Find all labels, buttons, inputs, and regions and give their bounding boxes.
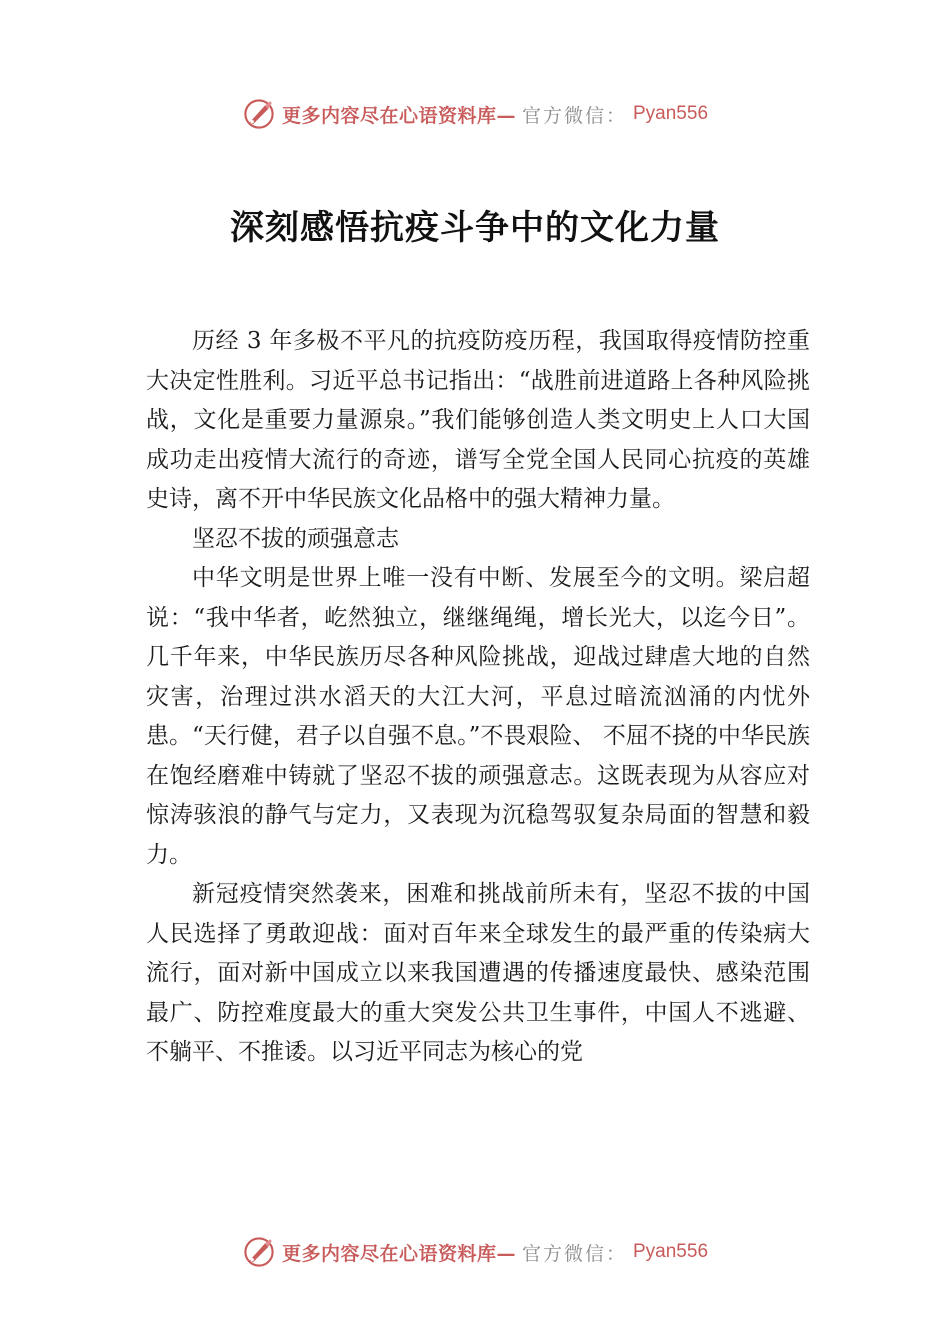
paragraph-history: 中华文明是世界上唯一没有中断、发展至今的文明。梁启超说：“我中华者，屹然独立，继继绳绳，增长光大，以迄今日”。几千年来，中华民族历尽各种风险挑战，迎战过肆虐大地的自然灾害，治理过洪水滔天的大江大河，平息过暗流汹涌的内忧外患。“天行健，君子以自强不息。”不畏艰险、 不屈不挠的中华民族在饱经磨难中铸就了坚忍不拔的顽强意志。这既表现为从容应对惊涛骇浪的静气与定力，又表现为沉稳驾驭复杂局面的智慧和毅力。: [146, 565, 810, 868]
header-slogan: 更多内容尽在心语资料库—: [281, 104, 516, 127]
paragraph-pandemic: 新冠疫情突然袭来，困难和挑战前所未有，坚忍不拔的中国人民选择了勇敢迎战：面对百年来全球发生的最严重的传染病大流行，面对新中国成立以来我国遭遇的传播速度最快、感染范围最广、防控难度最大的重大突发公共卫生事件，中国人不逃避、不躺平、不推诿。以习近平同志为核心的党: [146, 881, 810, 1065]
footer-wechat-label: 官方微信：: [521, 1242, 627, 1265]
footer-wechat-id: Pyan556: [633, 1241, 709, 1262]
paragraph-intro: 历经 3 年多极不平凡的抗疫防疫历程，我国取得疫情防控重大决定性胜利。习近平总书记指出：“战胜前进道路上各种风险挑战，文化是重要力量源泉。”我们能够创造人类文明史上人口大国成功走出疫情大流行的奇迹，谱写全党全国人民同心抗疫的英雄史诗，离不开中华民族文化品格中的强大精神力量。: [146, 328, 810, 512]
header-wechat-label: 官方微信：: [521, 104, 627, 127]
section-heading: 坚忍不拔的顽强意志: [192, 525, 399, 552]
footer-slogan: 更多内容尽在心语资料库—: [281, 1242, 516, 1265]
article-body: [146, 322, 810, 1132]
article-title: 深刻感悟抗疫斗争中的文化力量: [230, 208, 720, 248]
quill-pen-logo-icon: [242, 97, 276, 131]
footer-banner: [0, 1232, 950, 1272]
header-banner: [0, 94, 950, 134]
header-wechat-id: Pyan556: [633, 103, 709, 124]
quill-pen-logo-icon: [242, 1235, 276, 1269]
